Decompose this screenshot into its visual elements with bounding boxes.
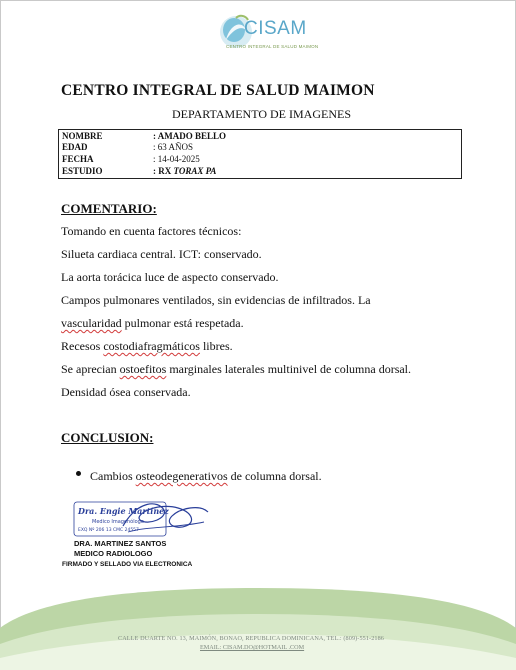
study-label: ESTUDIO xyxy=(62,166,103,176)
page-title: CENTRO INTEGRAL DE SALUD MAIMON xyxy=(61,82,375,99)
department-title: DEPARTAMENTO DE IMAGENES xyxy=(172,107,351,121)
study-value xyxy=(153,166,216,176)
doctor-role: MEDICO RADIOLOGO xyxy=(74,549,153,558)
doctor-name: DRA. MARTINEZ SANTOS xyxy=(74,539,167,548)
date-label: FECHA xyxy=(62,154,94,164)
age-label: EDAD xyxy=(62,142,88,152)
study-name: TORAX PA xyxy=(173,166,217,176)
spellcheck-word: ostoefitos xyxy=(119,362,167,376)
bullet-icon xyxy=(76,471,81,476)
comment-line-7-end: marginales laterales multinivel de columna dorsal. xyxy=(166,362,412,376)
conclusion-heading: CONCLUSION: xyxy=(61,430,154,445)
comment-line-6-start: Recesos xyxy=(61,339,104,353)
date-value: : 14-04-2025 xyxy=(153,154,200,164)
spellcheck-word: costodiafragmáticos xyxy=(103,339,200,353)
spellcheck-word: vascularidad xyxy=(61,316,122,330)
signature-note: FIRMADO Y SELLADO VIA ELECTRONICA xyxy=(62,561,193,568)
comment-line-5-rest: pulmonar está respetada. xyxy=(121,316,244,330)
name-label: NOMBRE xyxy=(62,131,103,141)
comment-line-6-end: libres. xyxy=(199,339,233,353)
stamp-exq: EXQ Nº 206 13 CMC 24557 xyxy=(78,528,139,533)
conclusion-item-start: Cambios xyxy=(90,469,136,483)
name-value: : AMADO BELLO xyxy=(153,131,227,141)
logo-subtitle: CENTRO INTEGRAL DE SALUD MAIMON xyxy=(226,44,319,49)
comment-line-3: La aorta torácica luce de aspecto conservado. xyxy=(61,270,279,284)
footer-address: CALLE DUARTE NO. 13, MAIMÓN, BONAO, REPUBLICA DOMINICANA, TEL.: (809)-551-2186 xyxy=(118,635,384,642)
comment-line-8: Densidad ósea conservada. xyxy=(61,385,191,399)
comment-line-7 xyxy=(61,362,411,377)
footer-email[interactable]: EMAIL: CISAM.DO@HOTMAIL .COM xyxy=(200,644,305,651)
logo-brand: CISAM xyxy=(244,18,307,39)
stamp-name: Dra. Engie Martinez xyxy=(78,506,169,516)
comment-line-2: Silueta cardiaca central. ICT: conservado. xyxy=(61,247,262,261)
comment-line-4: Campos pulmonares ventilados, sin evidencias de infiltrados. La xyxy=(61,293,371,307)
conclusion-item-end: de columna dorsal. xyxy=(227,469,322,483)
age-value: : 63 AÑOS xyxy=(153,142,194,152)
comment-line-7-start: Se aprecian xyxy=(61,362,120,376)
footer-wave xyxy=(0,588,516,670)
patient-info-box xyxy=(58,129,462,179)
comment-line-6 xyxy=(61,339,233,354)
conclusion-item xyxy=(90,469,322,484)
spellcheck-word: osteodegenerativos xyxy=(135,469,228,483)
comment-line-5 xyxy=(61,316,244,331)
study-prefix: : RX xyxy=(153,166,172,176)
stamp-role: Medico Imagenólogo xyxy=(92,519,144,525)
comment-heading: COMENTARIO: xyxy=(61,201,157,216)
comment-line-1: Tomando en cuenta factores técnicos: xyxy=(61,224,242,238)
